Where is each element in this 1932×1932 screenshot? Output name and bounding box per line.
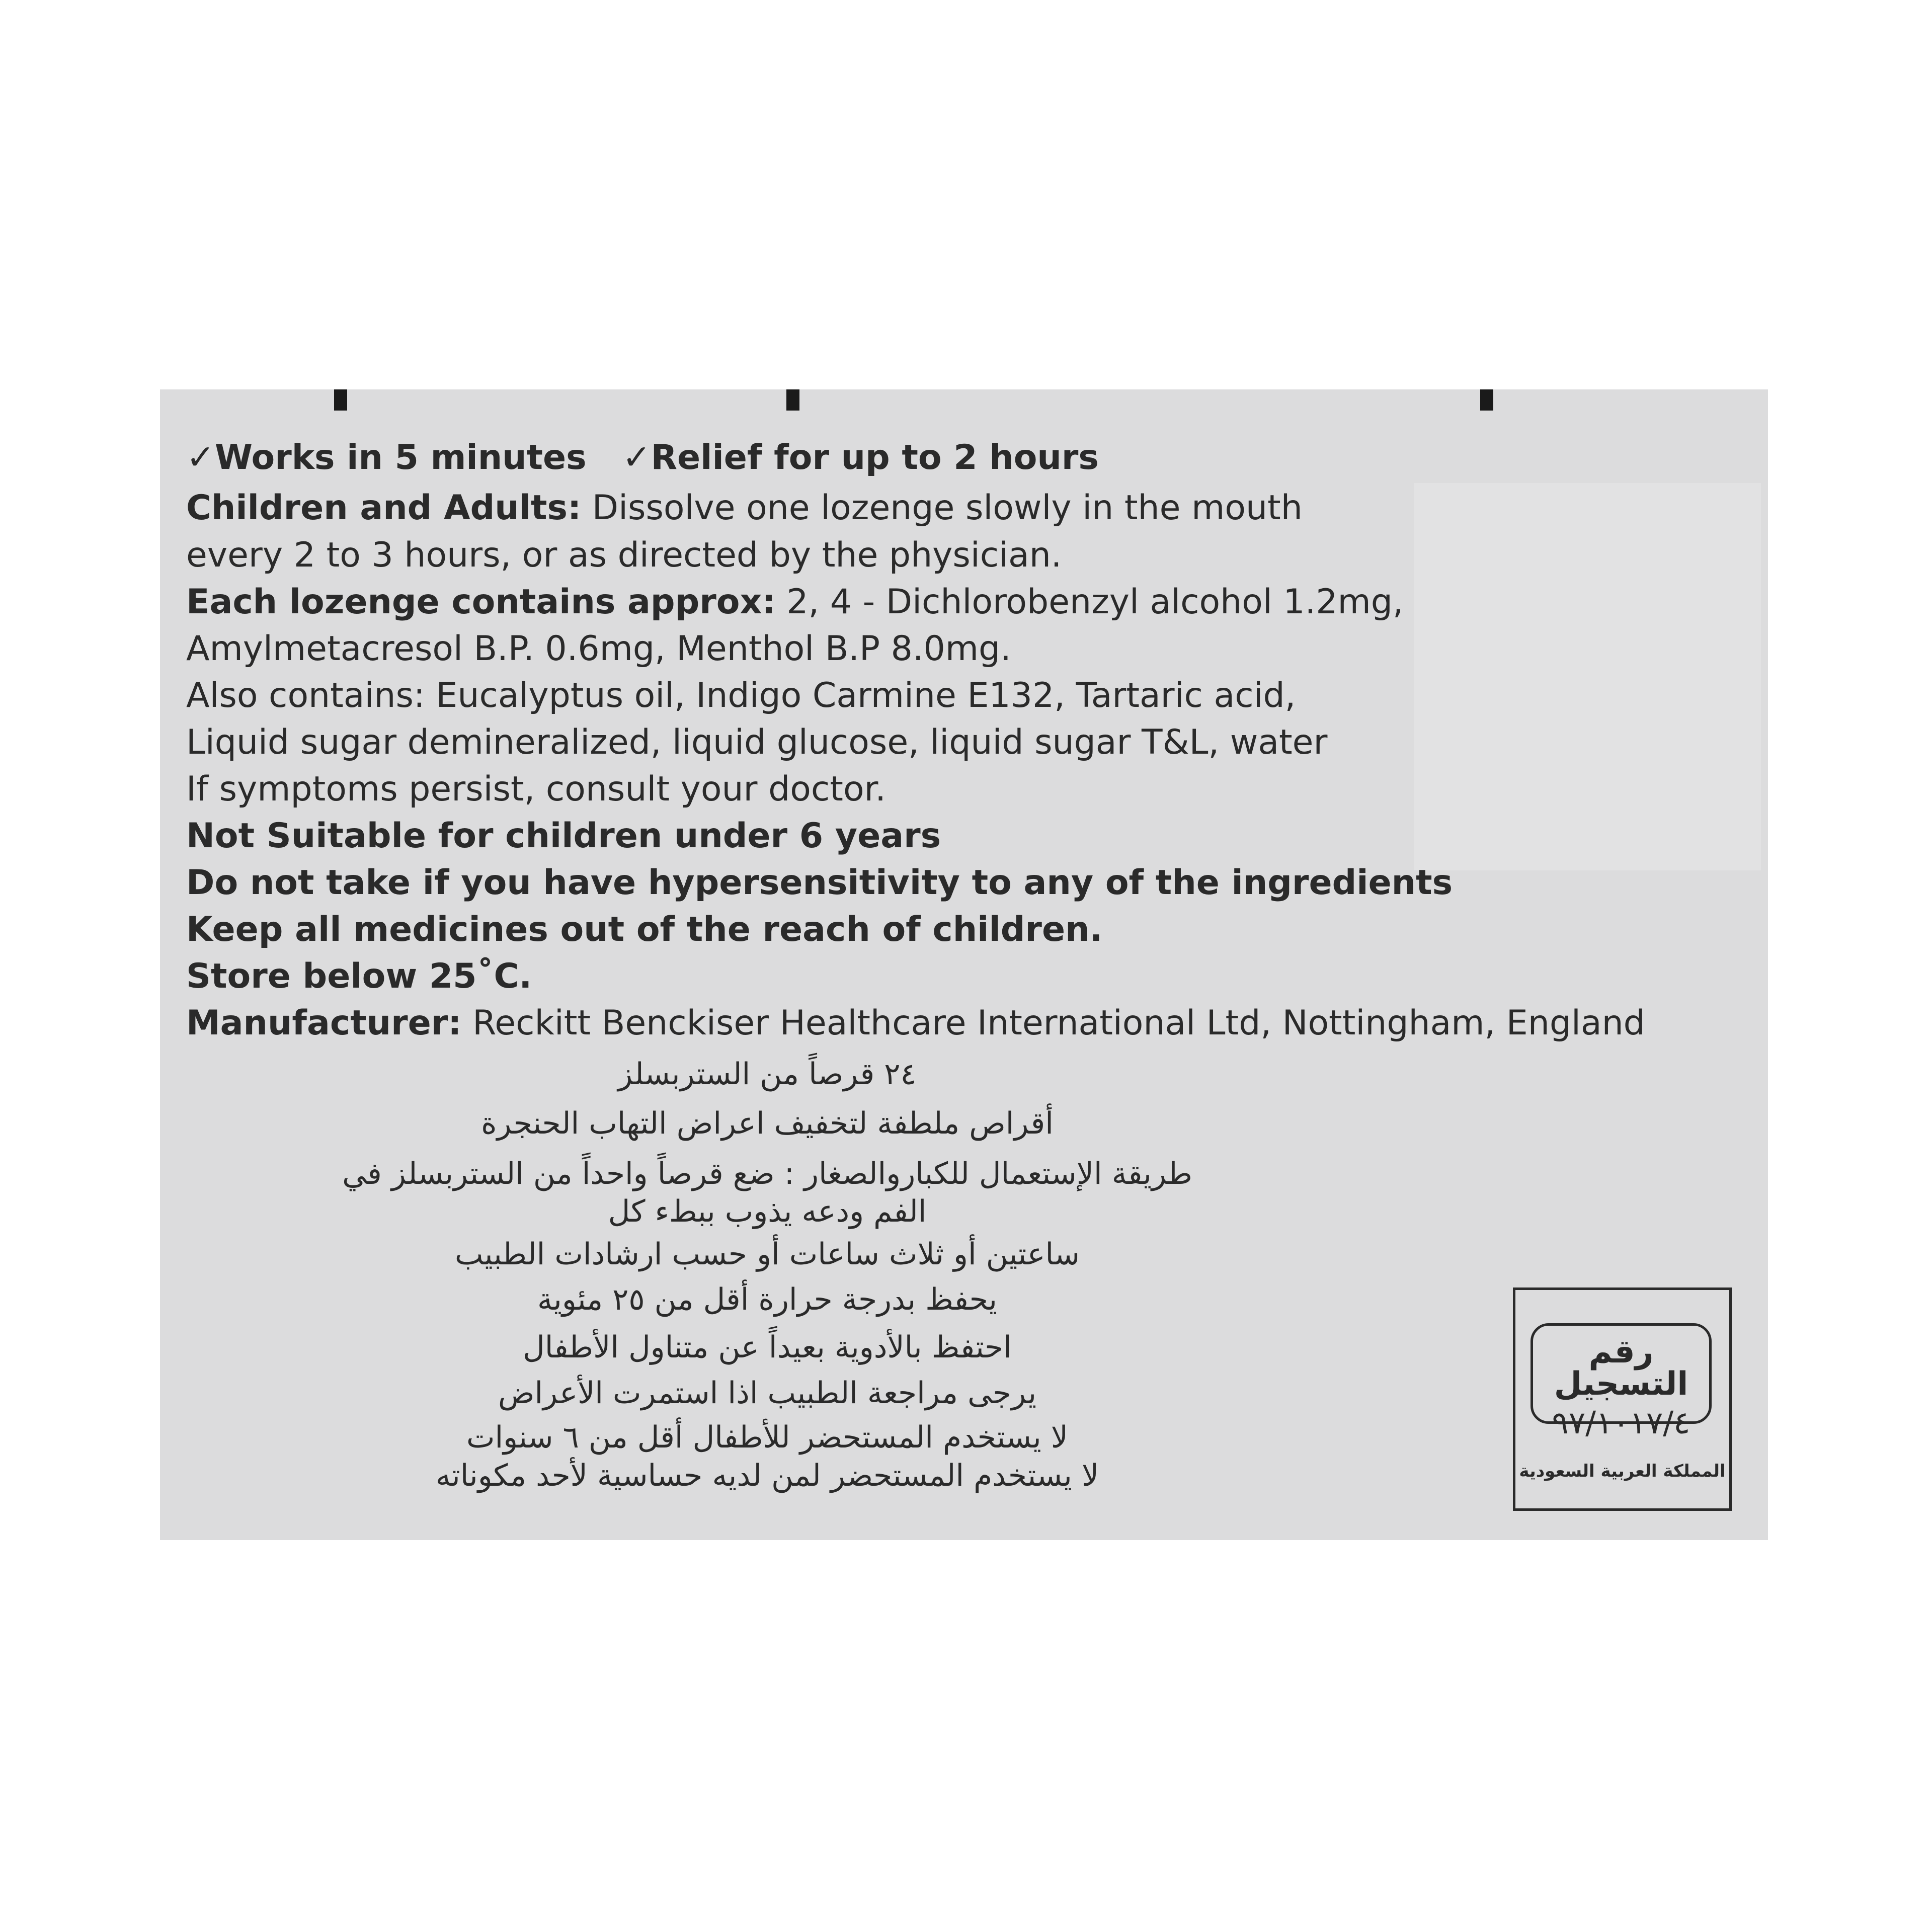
contents-text: 2, 4 - Dichlorobenzyl alcohol 1.2mg, <box>775 582 1404 622</box>
claim-relief-duration: ✓Relief for up to 2 hours <box>622 438 1099 477</box>
cut-mark <box>1480 389 1493 411</box>
warning-age: Not Suitable for children under 6 years <box>186 816 941 856</box>
persist-note: If symptoms persist, consult your doctor. <box>186 769 886 809</box>
arabic-line: طريقة الإستعمال للكباروالصغار : ضع قرصاً واحداً من الستربسلز في <box>342 1156 1192 1191</box>
dosage-line-1 <box>186 488 1303 528</box>
arabic-line: ٢٤ قرصاً من الستربسلز <box>618 1057 917 1092</box>
arabic-line: لا يستخدم المستحضر للأطفال أقل من ٦ سنوات <box>466 1420 1068 1455</box>
also-contains-line-2: Liquid sugar demineralized, liquid glucose, liquid sugar T&L, water <box>186 722 1328 762</box>
cut-mark <box>334 389 347 411</box>
manufacturer-text: Reckitt Benckiser Healthcare International Ltd, Nottingham, England <box>461 1003 1645 1043</box>
dosage-label: Children and Adults: <box>186 488 582 528</box>
warning-hypersensitivity: Do not take if you have hypersensitivity to any of the ingredients <box>186 863 1453 903</box>
claims-line <box>186 438 1099 477</box>
arabic-line: يحفظ بدرجة حرارة أقل من ٢٥ مئوية <box>537 1282 998 1317</box>
registration-country: المملكة العربية السعودية <box>1519 1461 1726 1481</box>
dosage-line-2: every 2 to 3 hours, or as directed by the physician. <box>186 535 1062 575</box>
warning-children-reach: Keep all medicines out of the reach of children. <box>186 910 1103 949</box>
manufacturer-line <box>186 1003 1645 1043</box>
registration-number: ٩٧/١٠١٧/٤ <box>1552 1404 1691 1441</box>
claim-works-fast: ✓Works in 5 minutes <box>186 438 587 477</box>
light-reflection <box>1414 483 1761 870</box>
storage-note: Store below 25˚C. <box>186 956 532 996</box>
contents-line-1 <box>186 582 1404 622</box>
contents-line-2: Amylmetacresol B.P. 0.6mg, Menthol B.P 8.0mg. <box>186 629 1011 669</box>
dosage-text: Dissolve one lozenge slowly in the mouth <box>581 488 1303 528</box>
registration-number-frame <box>1531 1323 1712 1441</box>
also-contains-line-1: Also contains: Eucalyptus oil, Indigo Carmine E132, Tartaric acid, <box>186 676 1296 715</box>
arabic-line: أقراص ملطفة لتخفيف اعراض التهاب الحنجرة <box>481 1106 1054 1141</box>
contents-label: Each lozenge contains approx: <box>186 582 776 622</box>
arabic-line: ساعتين أو ثلاث ساعات أو حسب ارشادات الطبيب <box>454 1237 1080 1272</box>
manufacturer-label: Manufacturer: <box>186 1003 462 1043</box>
registration-title: رقم التسجيل <box>1554 1333 1688 1403</box>
arabic-line: يرجى مراجعة الطبيب اذا استمرت الأعراض <box>498 1376 1037 1411</box>
cut-mark <box>786 389 799 411</box>
arabic-line: الفم ودعه يذوب ببطء كل <box>608 1194 927 1229</box>
arabic-line: احتفظ بالأدوية بعيداً عن متناول الأطفال <box>523 1330 1012 1365</box>
arabic-line: لا يستخدم المستحضر لمن لديه حساسية لأحد مكوناته <box>435 1458 1099 1493</box>
registration-box <box>1513 1287 1732 1511</box>
